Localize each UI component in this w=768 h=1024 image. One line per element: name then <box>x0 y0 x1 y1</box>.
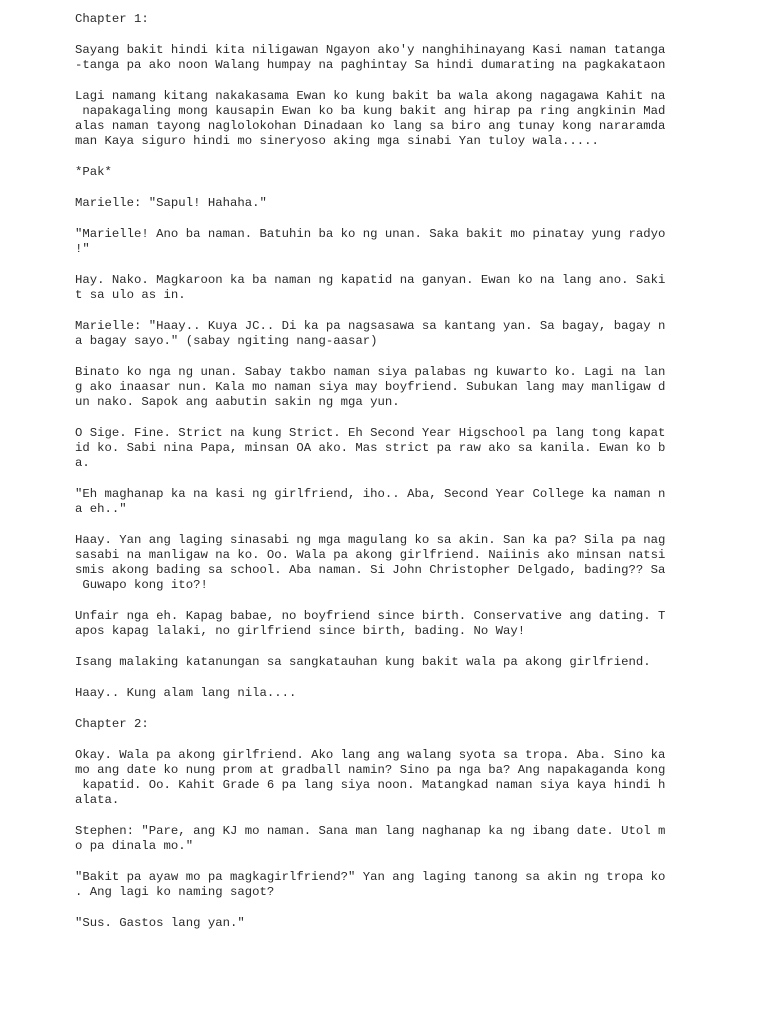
document-page <box>75 12 675 947</box>
narration-paragraph: Haay. Yan ang laging sinasabi ng mga magulang ko sa akin. San ka pa? Sila pa nag sasabi na manligaw na ko. Oo. Wala pa akong girlfriend. Naiinis ako minsan natsi smis akong bading sa school. Aba naman. Si John Christopher Delgado, bading?? Sa Guwapo kong ito?! <box>75 533 666 592</box>
dialogue-line: "Eh maghanap ka na kasi ng girlfriend, iho.. Aba, Second Year College ka naman n a eh.." <box>75 487 666 516</box>
dialogue-line: "Sus. Gastos lang yan." <box>75 916 245 930</box>
chapter-1-heading: Chapter 1: <box>75 12 149 26</box>
narration-paragraph: Okay. Wala pa akong girlfriend. Ako lang ang walang syota sa tropa. Aba. Sino ka mo ang date ko nung prom at gradball namin? Sino pa nga ba? Ang napakaganda kong kapatid. Oo. Kahit Grade 6 pa lang siya noon. Matangkad naman siya kaya hindi h alata. <box>75 748 666 807</box>
narration-paragraph: O Sige. Fine. Strict na kung Strict. Eh Second Year Higschool pa lang tong kapat id ko. Sabi nina Papa, minsan OA ako. Mas strict pa raw ako sa kanila. Ewan ko b a. <box>75 426 666 470</box>
narration-paragraph: Haay.. Kung alam lang nila.... <box>75 686 297 700</box>
sound-effect-line: *Pak* <box>75 165 112 179</box>
narration-paragraph: "Bakit pa ayaw mo pa magkagirlfriend?" Yan ang laging tanong sa akin ng tropa ko . Ang lagi ko naming sagot? <box>75 870 666 899</box>
chapter-2-heading: Chapter 2: <box>75 717 149 731</box>
dialogue-line: Marielle: "Haay.. Kuya JC.. Di ka pa nagsasawa sa kantang yan. Sa bagay, bagay n a bagay sayo." (sabay ngiting nang-aasar) <box>75 319 666 348</box>
song-lyrics-paragraph-2: Lagi namang kitang nakakasama Ewan ko kung bakit ba wala akong nagagawa Kahit na napakagaling mong kausapin Ewan ko ba kung bakit ang hirap pa ring angkinin Mad alas naman tayong naglolokohan Dinadaan ko lang sa biro ang tunay kong nararamda man Kaya siguro hindi mo sineryoso aking mga sinabi Yan tuloy wala..... <box>75 89 666 148</box>
dialogue-line: "Marielle! Ano ba naman. Batuhin ba ko ng unan. Saka bakit mo pinatay yung radyo !" <box>75 227 666 256</box>
dialogue-line: Marielle: "Sapul! Hahaha." <box>75 196 267 210</box>
narration-paragraph: Unfair nga eh. Kapag babae, no boyfriend since birth. Conservative ang dating. T apos kapag lalaki, no girlfriend since birth, bading. No Way! <box>75 609 666 638</box>
narration-paragraph: Isang malaking katanungan sa sangkatauhan kung bakit wala pa akong girlfriend. <box>75 655 651 669</box>
dialogue-line: Stephen: "Pare, ang KJ mo naman. Sana man lang naghanap ka ng ibang date. Utol m o pa dinala mo." <box>75 824 666 853</box>
song-lyrics-paragraph-1: Sayang bakit hindi kita niligawan Ngayon ako'y nanghihinayang Kasi naman tatanga -tanga pa ako noon Walang humpay na paghintay Sa hindi dumarating na pagkakataon <box>75 43 666 72</box>
narration-paragraph: Hay. Nako. Magkaroon ka ba naman ng kapatid na ganyan. Ewan ko na lang ano. Saki t sa ulo as in. <box>75 273 666 302</box>
narration-paragraph: Binato ko nga ng unan. Sabay takbo naman siya palabas ng kuwarto ko. Lagi na lan g ako inaasar nun. Kala mo naman siya may boyfriend. Subukan lang may manligaw d un nako. Sapok ang aabutin sakin ng mga yun. <box>75 365 666 409</box>
